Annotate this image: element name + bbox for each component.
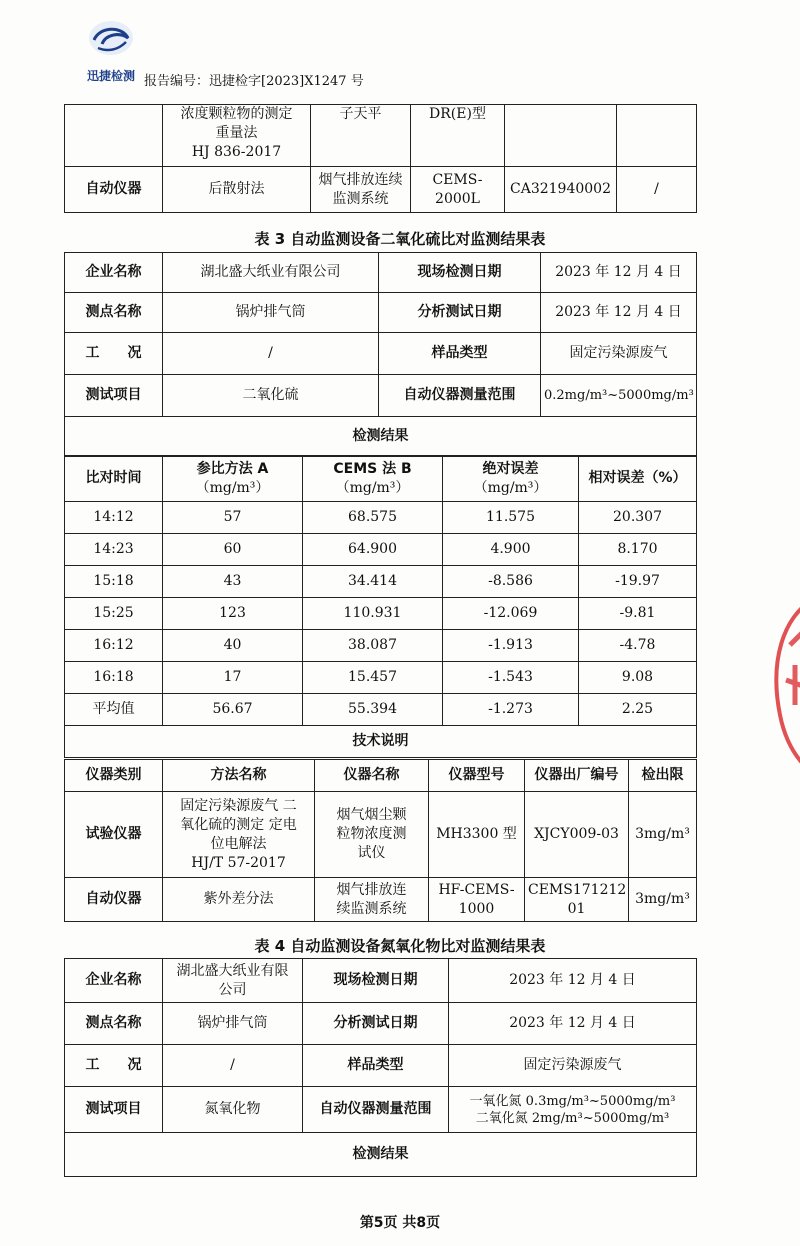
tech-cell-serial: CEMS171212 01 — [525, 878, 629, 922]
analysis-date-value: 2023 年 12 月 4 日 — [541, 293, 697, 333]
cell-time: 平均值 — [65, 694, 163, 726]
t4-range-value: 一氧化氮 0.3mg/m³~5000mg/m³ 二氧化氮 2mg/m³~5000mg/m³ — [449, 1087, 697, 1133]
condition-label: 工 况 — [65, 333, 163, 375]
enterprise-value: 湖北盛大纸业有限公司 — [163, 253, 379, 293]
t4-condition-value: / — [163, 1045, 303, 1087]
enterprise-label: 企业名称 — [65, 253, 163, 293]
limit-slash: / — [617, 167, 697, 213]
report-number: 报告编号：迅捷检字[2023]X1247 号 — [144, 74, 364, 89]
model-dre: DR(E)型 — [411, 105, 505, 167]
seal-stamp-icon — [750, 585, 800, 785]
cell-rel: -19.97 — [579, 566, 697, 598]
table-row — [65, 566, 697, 598]
col-cems-b-title: CEMS 法 B — [333, 460, 412, 477]
col-ref-a-title: 参比方法 A — [196, 460, 269, 477]
t4-item-value: 氮氧化物 — [163, 1087, 303, 1133]
cell-a: 40 — [163, 630, 303, 662]
cell-b: 55.394 — [303, 694, 443, 726]
tech-row — [65, 878, 697, 922]
table4-nox — [64, 958, 697, 1177]
tech-header-cell: 仪器出厂编号 — [525, 760, 629, 792]
tech-cell-limit: 3mg/m³ — [629, 878, 697, 922]
tech-header-cell: 仪器型号 — [429, 760, 525, 792]
tech-header-cell: 仪器类别 — [65, 760, 163, 792]
method-backscatter: 后散射法 — [163, 167, 311, 213]
tech-title: 技术说明 — [65, 726, 697, 758]
model-cems: CEMS- 2000L — [411, 167, 505, 213]
cell-rel: 8.170 — [579, 534, 697, 566]
cell-a: 56.67 — [163, 694, 303, 726]
point-label: 测点名称 — [65, 293, 163, 333]
col-time: 比对时间 — [65, 456, 163, 502]
cell-abs: -1.273 — [443, 694, 579, 726]
tech-cell-model: MH3300 型 — [429, 792, 525, 878]
tech-cell-model: HF-CEMS- 1000 — [429, 878, 525, 922]
cell-a: 60 — [163, 534, 303, 566]
cell-abs: 11.575 — [443, 502, 579, 534]
serial-empty — [505, 105, 617, 167]
company-logo-icon — [78, 18, 144, 88]
condition-value: / — [163, 333, 379, 375]
tech-cell-limit: 3mg/m³ — [629, 792, 697, 878]
t4-enterprise-value: 湖北盛大纸业有限 公司 — [163, 959, 303, 1003]
col-abs-error-title: 绝对误差 — [482, 460, 539, 477]
cell-rel: -9.81 — [579, 598, 697, 630]
col-ref-a — [163, 456, 303, 502]
cell-a: 123 — [163, 598, 303, 630]
t4-analysis-date-label: 分析测试日期 — [303, 1003, 449, 1045]
cell-time: 15:18 — [65, 566, 163, 598]
cell-time: 15:25 — [65, 598, 163, 630]
table3-tech — [64, 759, 697, 922]
tech-cell-serial: XJCY009-03 — [525, 792, 629, 878]
table3-so2 — [64, 252, 697, 457]
tech-cell-method: 紫外差分法 — [163, 878, 315, 922]
cell-a: 17 — [163, 662, 303, 694]
tech-header-row — [65, 760, 697, 792]
t4-condition-label: 工 况 — [65, 1045, 163, 1087]
tech-cell-category: 自动仪器 — [65, 878, 163, 922]
method-gravimetric: 浓度颗粒物的测定 重量法 HJ 836-2017 — [163, 105, 311, 167]
site-date-value: 2023 年 12 月 4 日 — [541, 253, 697, 293]
cell-time: 16:18 — [65, 662, 163, 694]
t4-sample-type-label: 样品类型 — [303, 1045, 449, 1087]
t4-analysis-date-value: 2023 年 12 月 4 日 — [449, 1003, 697, 1045]
cell-time: 14:12 — [65, 502, 163, 534]
logo-text: 迅捷检测 — [86, 69, 136, 83]
col-ref-a-unit: （mg/m³） — [195, 479, 270, 496]
t4-site-date-label: 现场检测日期 — [303, 959, 449, 1003]
serial-ca: CA321940002 — [505, 167, 617, 213]
report-header — [72, 18, 472, 88]
tech-cell-instrument: 烟气排放连 续监测系统 — [315, 878, 429, 922]
tech-cell-category: 试验仪器 — [65, 792, 163, 878]
table-row — [65, 598, 697, 630]
cell-b: 15.457 — [303, 662, 443, 694]
limit-empty — [617, 105, 697, 167]
item-value: 二氧化硫 — [163, 375, 379, 417]
cell-abs: -1.543 — [443, 662, 579, 694]
tech-row — [65, 792, 697, 878]
col-abs-error-unit: （mg/m³） — [473, 479, 548, 496]
table-row — [65, 502, 697, 534]
cell-rel: 9.08 — [579, 662, 697, 694]
range-value: 0.2mg/m³~5000mg/m³ — [541, 375, 697, 417]
cell-a: 43 — [163, 566, 303, 598]
page-number: 第5页 共8页 — [359, 1215, 441, 1231]
col-abs-error — [443, 456, 579, 502]
col-cems-b — [303, 456, 443, 502]
sample-type-value: 固定污染源废气 — [541, 333, 697, 375]
col-rel-error: 相对误差（%） — [579, 456, 697, 502]
table3-results — [64, 455, 697, 758]
t4-point-label: 测点名称 — [65, 1003, 163, 1045]
t4-item-label: 测试项目 — [65, 1087, 163, 1133]
cell-abs: 4.900 — [443, 534, 579, 566]
cell-b: 34.414 — [303, 566, 443, 598]
cell-rel: 20.307 — [579, 502, 697, 534]
tech-header-cell: 仪器名称 — [315, 760, 429, 792]
analysis-date-label: 分析测试日期 — [379, 293, 541, 333]
tech-cell-method: 固定污染源废气 二 氧化硫的测定 定电 位电解法 HJ/T 57-2017 — [163, 792, 315, 878]
cell-rel: -4.78 — [579, 630, 697, 662]
t4-point-value: 锅炉排气筒 — [163, 1003, 303, 1045]
range-label: 自动仪器测量范围 — [379, 375, 541, 417]
table-row — [65, 662, 697, 694]
instrument-balance: 子天平 — [311, 105, 411, 167]
t4-results-title: 检测结果 — [65, 1133, 697, 1177]
t4-range-label: 自动仪器测量范围 — [303, 1087, 449, 1133]
site-date-label: 现场检测日期 — [379, 253, 541, 293]
cell-a: 57 — [163, 502, 303, 534]
t4-enterprise-label: 企业名称 — [65, 959, 163, 1003]
tech-header-cell: 方法名称 — [163, 760, 315, 792]
t4-site-date-value: 2023 年 12 月 4 日 — [449, 959, 697, 1003]
cell-abs: -12.069 — [443, 598, 579, 630]
cell-abs: -1.913 — [443, 630, 579, 662]
instrument-table-continued — [64, 104, 697, 213]
cell-b: 110.931 — [303, 598, 443, 630]
table-row — [65, 630, 697, 662]
cell-b: 38.087 — [303, 630, 443, 662]
instrument-cems: 烟气排放连续 监测系统 — [311, 167, 411, 213]
cell-b: 68.575 — [303, 502, 443, 534]
sample-type-label: 样品类型 — [379, 333, 541, 375]
category-auto: 自动仪器 — [65, 167, 163, 213]
tech-header-cell: 检出限 — [629, 760, 697, 792]
cell-b: 64.900 — [303, 534, 443, 566]
cell-time: 16:12 — [65, 630, 163, 662]
tech-cell-instrument: 烟气烟尘颗 粒物浓度测 试仪 — [315, 792, 429, 878]
point-value: 锅炉排气筒 — [163, 293, 379, 333]
table-row — [65, 534, 697, 566]
cell-rel: 2.25 — [579, 694, 697, 726]
results-title: 检测结果 — [65, 417, 697, 457]
item-label: 测试项目 — [65, 375, 163, 417]
cell-time: 14:23 — [65, 534, 163, 566]
cell-empty — [65, 105, 163, 167]
t4-sample-type-value: 固定污染源废气 — [449, 1045, 697, 1087]
col-cems-b-unit: （mg/m³） — [335, 479, 410, 496]
cell-abs: -8.586 — [443, 566, 579, 598]
table4-caption: 表 4 自动监测设备氮氧化物比对监测结果表 — [254, 937, 546, 955]
table3-caption: 表 3 自动监测设备二氧化硫比对监测结果表 — [254, 230, 546, 248]
table-row — [65, 694, 697, 726]
